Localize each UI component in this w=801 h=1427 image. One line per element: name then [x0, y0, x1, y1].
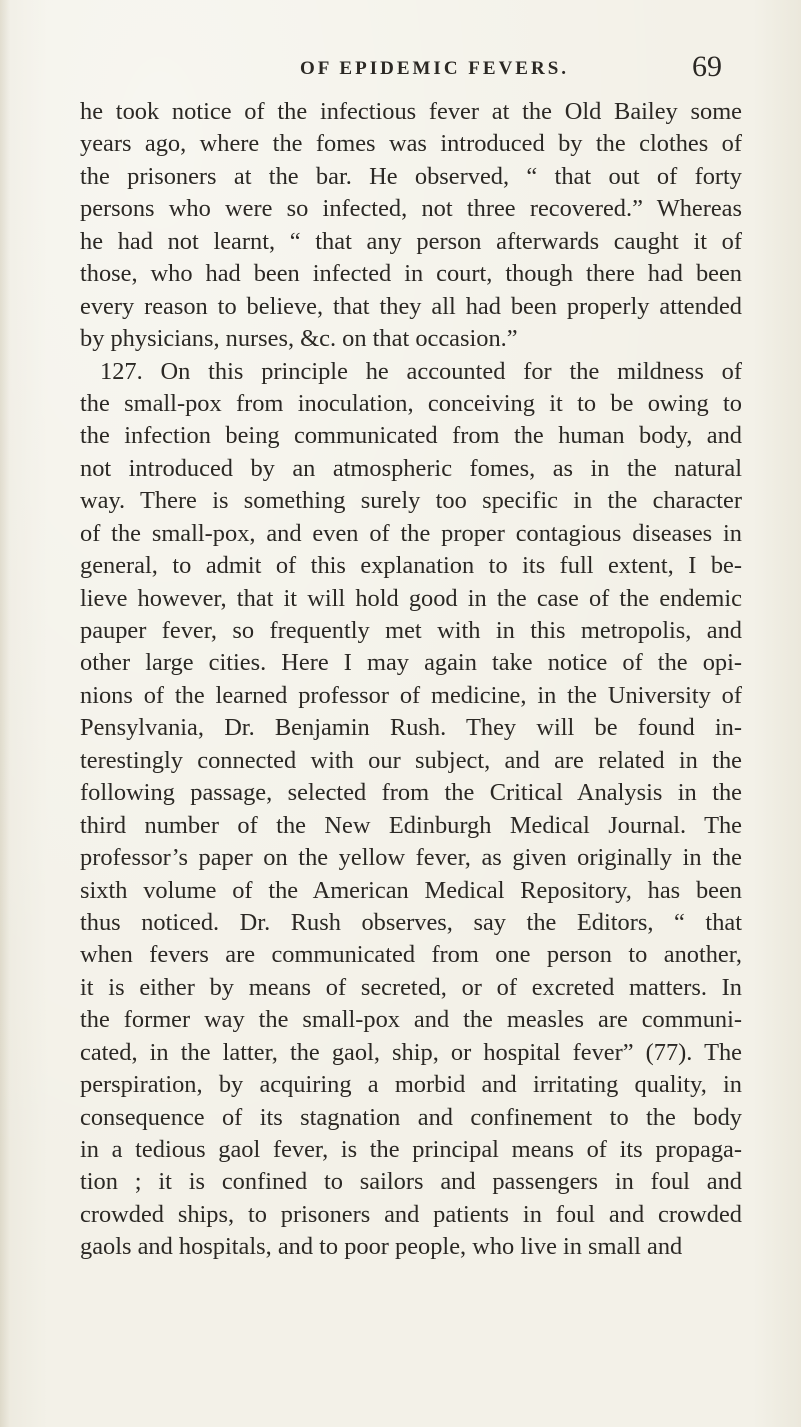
text-line: perspiration, by acquiring a morbid and irritating quality, in [80, 1071, 742, 1099]
text-line: not introduced by an atmospheric fomes, as in the natural [80, 454, 742, 482]
text-line: following passage, selected from the Critical Analysis in the [80, 779, 742, 807]
text-line: tion ; it is confined to sailors and passengers in foul and [80, 1168, 742, 1196]
text-line: by physicians, nurses, &c. on that occasion.” [80, 325, 518, 353]
text-line: the small-pox from inoculation, conceiving it to be owing to [80, 389, 742, 417]
text-line: when fevers are communicated from one person to another, [80, 941, 742, 969]
text-line: crowded ships, to prisoners and patients in foul and crowded [80, 1200, 742, 1228]
running-head [0, 50, 801, 90]
text-line: sixth volume of the American Medical Repository, has been [80, 876, 742, 904]
text-line: general, to admit of this explanation to its full extent, I be- [80, 552, 742, 580]
text-line: the former way the small-pox and the measles are communi- [80, 1006, 742, 1034]
text-line: of the small-pox, and even of the proper contagious diseases in [80, 519, 742, 547]
page-number: 69 [692, 50, 722, 83]
text-line: pauper fever, so frequently met with in this metropolis, and [80, 617, 742, 644]
text-line: nions of the learned professor of medicine, in the University of [80, 681, 742, 709]
text-line: consequence of its stagnation and confinement to the body [80, 1103, 742, 1131]
text-line: gaols and hospitals, and to poor people, who live in small and [80, 1233, 683, 1261]
body-text [80, 96, 742, 1264]
text-line: he had not learnt, “ that any person afterwards caught it of [80, 227, 742, 255]
text-line: it is either by means of secreted, or of excreted matters. In [80, 973, 742, 1001]
text-line: in a tedious gaol fever, is the principal means of its propaga- [80, 1136, 742, 1163]
text-line: he took notice of the infectious fever at the Old Bailey some [80, 98, 742, 125]
text-line: those, who had been infected in court, though there had been [80, 260, 742, 288]
text-line: thus noticed. Dr. Rush observes, say the Editors, “ that [80, 908, 742, 936]
text-line: Pensylvania, Dr. Benjamin Rush. They will be found in- [80, 714, 742, 742]
text-line: third number of the New Edinburgh Medical Journal. The [80, 811, 742, 839]
text-line: years ago, where the fomes was introduced by the clothes of [80, 130, 742, 158]
text-line: way. There is something surely too specific in the character [80, 487, 742, 515]
text-line: persons who were so infected, not three recovered.” Whereas [80, 195, 742, 223]
text-line: the prisoners at the bar. He observed, “ that out of forty [80, 162, 742, 190]
text-line: every reason to believe, that they all had been properly attended [80, 292, 742, 320]
page-edge-shadow [0, 0, 10, 1427]
running-title: OF EPIDEMIC FEVERS. [300, 58, 570, 79]
text-line: 127. On this principle he accounted for the mildness of [100, 357, 742, 385]
text-line: other large cities. Here I may again take notice of the opi- [80, 649, 742, 677]
text-line: terestingly connected with our subject, and are related in the [80, 746, 742, 774]
text-line: professor’s paper on the yellow fever, as given originally in the [80, 844, 742, 872]
text-line: the infection being communicated from the human body, and [80, 422, 742, 450]
text-line: cated, in the latter, the gaol, ship, or hospital fever” (77). The [80, 1038, 742, 1066]
text-line: lieve however, that it will hold good in the case of the endemic [80, 584, 742, 612]
